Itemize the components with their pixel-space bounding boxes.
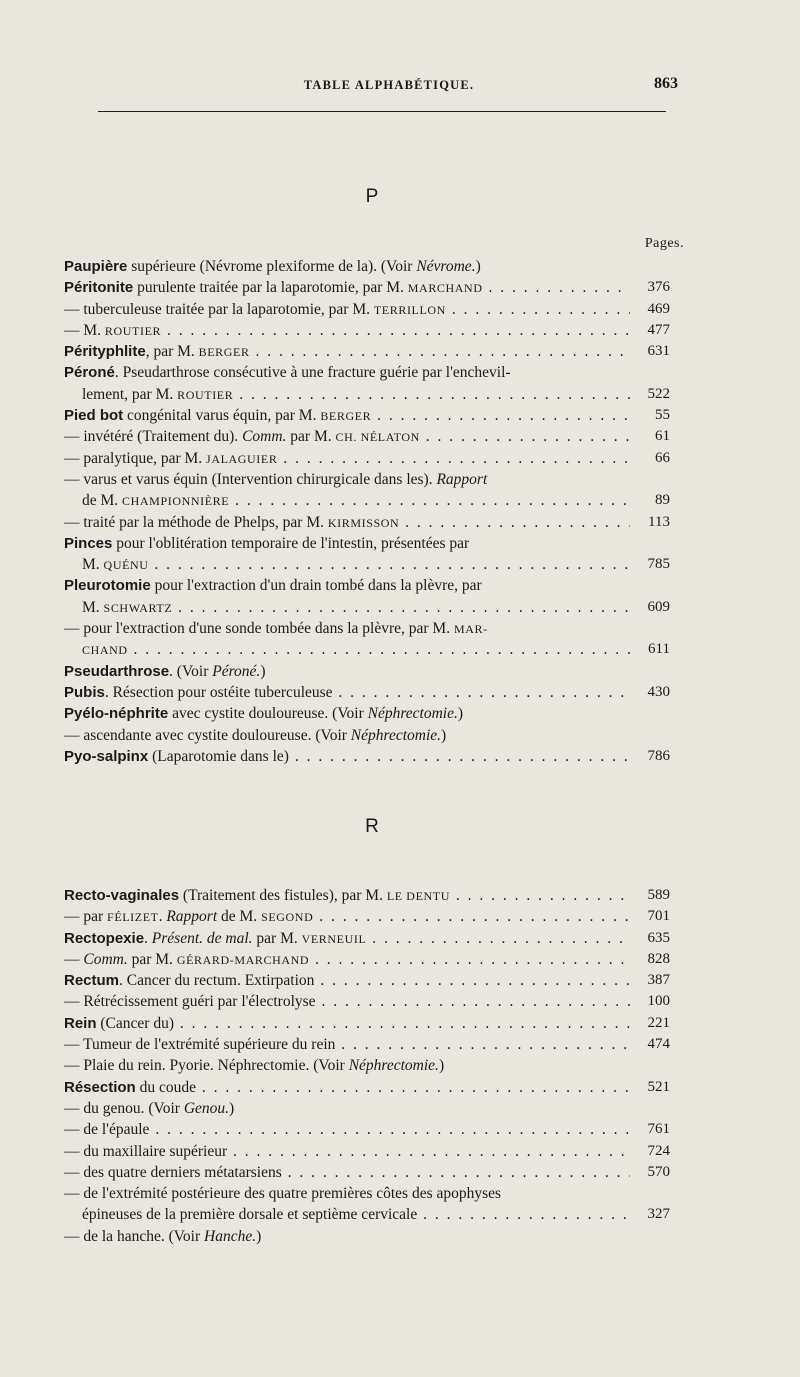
- entry-heading: Pyélo-néphrite: [64, 705, 169, 723]
- entry-body: — traité par la méthode de Phelps, par M.: [64, 513, 328, 531]
- entry-body: lement, par M.: [82, 385, 178, 403]
- entry-heading: Pubis: [64, 683, 105, 701]
- entry-body: pour l'oblitération temporaire de l'intestin, présentées par: [112, 534, 470, 552]
- entry-text: [64, 639, 630, 661]
- index-entry: [64, 949, 670, 970]
- entry-text: [64, 405, 630, 427]
- author-name: QUÉNU: [103, 558, 149, 573]
- entry-body: — tuberculeuse traitée par la laparotomie, par M.: [64, 300, 374, 318]
- author-name: ROUTIER: [177, 387, 234, 402]
- entry-text: [64, 1055, 624, 1076]
- entry-text: [64, 448, 630, 470]
- author-name: LE DENTU: [386, 889, 450, 903]
- entry-page-number: 469: [647, 300, 670, 317]
- index-entry: [64, 1098, 670, 1119]
- entry-text: [64, 299, 630, 321]
- index-entry: [64, 256, 670, 277]
- index-entry: [64, 1055, 670, 1076]
- entry-italic: Péroné.: [212, 662, 261, 680]
- entry-body: — M.: [64, 321, 105, 339]
- entry-body: — paralytique, par M.: [64, 449, 207, 467]
- entry-body: — Tumeur de l'extrémité supérieure du rein: [64, 1036, 336, 1054]
- index-entry: [64, 885, 670, 906]
- entry-body: — invétéré (Traitement du).: [64, 428, 243, 446]
- pages-column-label: Pages.: [644, 236, 684, 251]
- entry-body: (Cancer du): [96, 1014, 174, 1032]
- entry-text: [64, 533, 624, 554]
- index-entry: [64, 703, 670, 724]
- entry-text: [64, 320, 630, 342]
- entry-italic: Hanche.: [204, 1227, 257, 1245]
- author-name: SCHWARTZ: [103, 600, 173, 615]
- entry-page-number: 474: [647, 1036, 670, 1053]
- index-entry: [64, 1204, 670, 1225]
- entry-text: [64, 618, 624, 640]
- index-entry: [64, 554, 670, 575]
- entry-page-number: 100: [647, 993, 670, 1010]
- author-name: MAR-: [453, 622, 488, 637]
- author-name: MARCHAND: [407, 281, 483, 296]
- entry-text: [64, 426, 630, 448]
- entry-text: [64, 1204, 630, 1225]
- entry-italic: Présent. de mal.: [151, 929, 253, 947]
- author-name: SEGOND: [261, 910, 314, 925]
- entry-page-number: 221: [647, 1014, 670, 1031]
- index-entry: [64, 575, 670, 596]
- entry-body: — varus et varus équin (Intervention chirurgicale dans les).: [64, 470, 437, 488]
- entry-body-tail: ): [457, 705, 464, 723]
- entry-body-tail: par M.: [127, 950, 177, 968]
- section-letter-p: P: [365, 186, 379, 207]
- index-entry: [64, 277, 670, 298]
- entry-body: — Plaie du rein. Pyorie. Néphrectomie. (Voir: [64, 1057, 349, 1075]
- entry-heading: Rein: [64, 1014, 97, 1032]
- entry-page-number: 786: [647, 747, 670, 764]
- entry-page-number: 89: [655, 492, 670, 509]
- entry-text: [64, 661, 624, 682]
- running-head: [98, 75, 680, 100]
- entry-page-number: 521: [647, 1078, 670, 1095]
- entry-body-tail: ): [438, 1057, 445, 1075]
- entry-page-number: 522: [647, 385, 670, 402]
- entry-body: .: [144, 929, 152, 947]
- author-name: FÉLIZET: [107, 910, 159, 925]
- entry-body: — pour l'extraction d'une sonde tombée dans la plèvre, par M.: [64, 620, 454, 638]
- index-entry: [64, 1226, 670, 1247]
- entry-body: , par M.: [145, 343, 199, 361]
- entry-body: avec cystite douloureuse. (Voir: [168, 705, 368, 723]
- entry-body: . Résection pour ostéite tuberculeuse: [104, 683, 333, 701]
- entry-italic: Néphrectomie.: [350, 726, 442, 744]
- entry-page-number: 327: [647, 1206, 670, 1223]
- index-entry: [64, 1119, 670, 1140]
- entry-heading: Rectum: [64, 972, 120, 990]
- entry-body: M.: [82, 556, 104, 574]
- author-name: KIRMISSON: [327, 515, 400, 530]
- entry-page-number: 66: [655, 449, 670, 466]
- index-entry: [64, 1162, 670, 1183]
- entry-text: [64, 885, 630, 907]
- index-entry: [64, 1013, 670, 1034]
- author-name: CHAMPIONNIÈRE: [122, 494, 230, 509]
- entry-text: [64, 1162, 630, 1183]
- entry-text: [64, 1013, 630, 1034]
- index-entry: [64, 533, 670, 554]
- index-entry: [64, 512, 670, 533]
- entry-body: M.: [82, 598, 104, 616]
- entry-body: — de l'épaule: [64, 1121, 150, 1139]
- index-entry: [64, 490, 670, 511]
- entry-page-number: 611: [648, 641, 670, 658]
- section-letter-r: R: [365, 816, 379, 837]
- entry-body: . Pseudarthrose consécutive à une fracture guérie par l'enchevil-: [114, 364, 511, 382]
- author-name: CHAND: [82, 643, 128, 658]
- entry-body: — du genou. (Voir: [64, 1099, 184, 1117]
- index-entry: [64, 1141, 670, 1162]
- entry-text: [64, 906, 630, 928]
- entry-text: [64, 746, 630, 767]
- entry-body: purulente traitée par la laparotomie, par M.: [133, 279, 408, 297]
- index-entry: [64, 299, 670, 320]
- entry-text: [64, 362, 624, 383]
- author-name: TERRILLON: [373, 302, 446, 317]
- entry-text: [64, 490, 630, 512]
- entry-italic: Genou.: [183, 1099, 230, 1117]
- entry-body: — des quatre derniers métatarsiens: [64, 1163, 282, 1181]
- index-entry: [64, 1077, 670, 1098]
- entry-page-number: 376: [647, 279, 670, 296]
- index-entry: [64, 906, 670, 927]
- entry-body-tail: par M.: [252, 929, 302, 947]
- index-entry: [64, 320, 670, 341]
- entry-page-number: 828: [647, 950, 670, 967]
- index-entry: [64, 405, 670, 426]
- entry-heading: Recto-vaginales: [64, 887, 180, 904]
- index-entry: [64, 639, 670, 660]
- index-entry: [64, 682, 670, 703]
- entry-heading: Pérityphlite: [64, 343, 146, 361]
- entry-body: — par: [64, 908, 108, 926]
- index-entry: [64, 597, 670, 618]
- entry-heading: Pleurotomie: [64, 577, 151, 595]
- author-name: BERGER: [198, 345, 250, 360]
- entry-heading: Pyo-salpinx: [64, 747, 149, 765]
- entry-body: — Rétrécissement guéri par l'électrolyse: [64, 993, 316, 1011]
- entry-text: [64, 682, 630, 703]
- entry-italic: Névrome.: [416, 258, 476, 275]
- entry-body: congénital varus équin, par M.: [123, 407, 321, 425]
- entry-text: [64, 949, 630, 971]
- entry-body-tail: .: [158, 908, 167, 926]
- entry-text: [64, 928, 630, 950]
- index-entry: [64, 618, 670, 639]
- entry-body-tail: par M.: [286, 428, 336, 446]
- entry-text: [64, 256, 624, 277]
- entry-page-number: 430: [647, 683, 670, 700]
- page-number: 863: [654, 75, 678, 92]
- author-name: BERGER: [320, 409, 372, 424]
- index-list-p: [64, 256, 670, 767]
- entry-body-tail: ): [260, 662, 266, 680]
- entry-heading: Pseudarthrose: [64, 662, 170, 680]
- entry-text: [64, 597, 630, 619]
- index-entry: [64, 362, 670, 383]
- entry-text: [64, 1141, 630, 1162]
- entry-text: [64, 725, 624, 746]
- entry-text: [64, 970, 630, 991]
- entry-text: [64, 575, 624, 596]
- entry-page-number: 387: [647, 972, 670, 989]
- entry-text: [64, 341, 630, 363]
- entry-page-number: 55: [655, 407, 670, 424]
- entry-body-tail: de M.: [217, 908, 262, 926]
- entry-text: [64, 1077, 630, 1098]
- entry-page-number: 701: [647, 908, 670, 925]
- entry-body: (Traitement des fistules), par M.: [179, 887, 387, 904]
- index-entry: [64, 725, 670, 746]
- entry-italic: Rapport: [436, 470, 488, 488]
- entry-body: — ascendante avec cystite douloureuse. (Voir: [64, 726, 351, 744]
- entry-page-number: 785: [647, 556, 670, 573]
- entry-italic: Comm.: [242, 428, 287, 446]
- running-title: TABLE ALPHABÉTIQUE.: [303, 78, 475, 92]
- entry-italic: Néphrectomie.: [367, 705, 458, 723]
- entry-text: [64, 554, 630, 576]
- entry-text: [64, 1098, 624, 1119]
- entry-text: [64, 469, 624, 490]
- index-list-r: [64, 885, 670, 1247]
- entry-italic: Néphrectomie.: [348, 1057, 439, 1075]
- entry-body: — de la hanche. (Voir: [64, 1227, 205, 1245]
- entry-page-number: 761: [647, 1121, 670, 1138]
- index-entry: [64, 661, 670, 682]
- author-name: VERNEUIL: [301, 931, 367, 946]
- entry-page-number: 477: [647, 321, 670, 338]
- entry-italic: Rapport: [166, 908, 218, 926]
- index-entry: [64, 1183, 670, 1204]
- entry-page-number: 631: [647, 343, 670, 360]
- entry-body: du coude: [135, 1078, 196, 1096]
- entry-heading: Pinces: [64, 534, 113, 552]
- entry-text: [64, 1034, 630, 1055]
- entry-text: [64, 991, 630, 1012]
- index-entry: [64, 970, 670, 991]
- entry-body-tail: ): [256, 1227, 262, 1245]
- index-entry: [64, 448, 670, 469]
- entry-body: pour l'extraction d'un drain tombé dans la plèvre, par: [150, 577, 482, 595]
- entry-page-number: 61: [655, 428, 670, 445]
- entry-text: [64, 277, 630, 299]
- entry-body-tail: ): [229, 1099, 235, 1117]
- entry-heading: Paupière: [64, 258, 128, 275]
- entry-heading: Pied bot: [64, 407, 124, 425]
- author-name: JALAGUIER: [206, 451, 278, 466]
- header-rule: [98, 111, 666, 112]
- author-name: GÉRARD-MARCHAND: [176, 952, 310, 967]
- index-entry: [64, 746, 670, 767]
- entry-body-tail: ): [475, 258, 481, 275]
- author-name: ROUTIER: [104, 323, 162, 338]
- entry-body: . Cancer du rectum. Extirpation: [119, 972, 315, 990]
- entry-page-number: 113: [648, 513, 670, 530]
- index-entry: [64, 928, 670, 949]
- entry-page-number: 609: [647, 598, 670, 615]
- index-entry: [64, 469, 670, 490]
- index-entry: [64, 1034, 670, 1055]
- entry-text: [64, 384, 630, 406]
- entry-text: [64, 1119, 630, 1140]
- entry-heading: Résection: [64, 1078, 136, 1096]
- entry-body-tail: ): [441, 726, 447, 744]
- author-name: CH. NÉLATON: [335, 430, 420, 445]
- entry-heading: Rectopexie: [64, 929, 145, 947]
- entry-body: —: [64, 950, 84, 968]
- entry-page-number: 635: [647, 929, 670, 946]
- entry-body: — de l'extrémité postérieure des quatre premières côtes des apophyses: [64, 1185, 502, 1203]
- index-entry: [64, 426, 670, 447]
- entry-body: épineuses de la première dorsale et septième cervicale: [82, 1206, 418, 1224]
- entry-page-number: 589: [647, 887, 670, 903]
- index-entry: [64, 341, 670, 362]
- entry-heading: Péroné: [64, 364, 115, 382]
- entry-body: — du maxillaire supérieur: [64, 1142, 228, 1160]
- entry-body: de M.: [82, 492, 123, 510]
- entry-body: (Laparotomie dans le): [148, 747, 289, 765]
- entry-body: . (Voir: [169, 662, 213, 680]
- index-entry: [64, 991, 670, 1012]
- entry-text: [64, 703, 624, 724]
- entry-heading: Péritonite: [64, 279, 134, 297]
- entry-page-number: 724: [647, 1142, 670, 1159]
- entry-body: supérieure (Névrome plexiforme de la). (Voir: [127, 258, 417, 275]
- entry-italic: Comm.: [83, 950, 128, 968]
- entry-page-number: 570: [647, 1163, 670, 1180]
- index-entry: [64, 384, 670, 405]
- entry-text: [64, 1226, 624, 1247]
- entry-text: [64, 512, 630, 534]
- entry-text: [64, 1183, 624, 1204]
